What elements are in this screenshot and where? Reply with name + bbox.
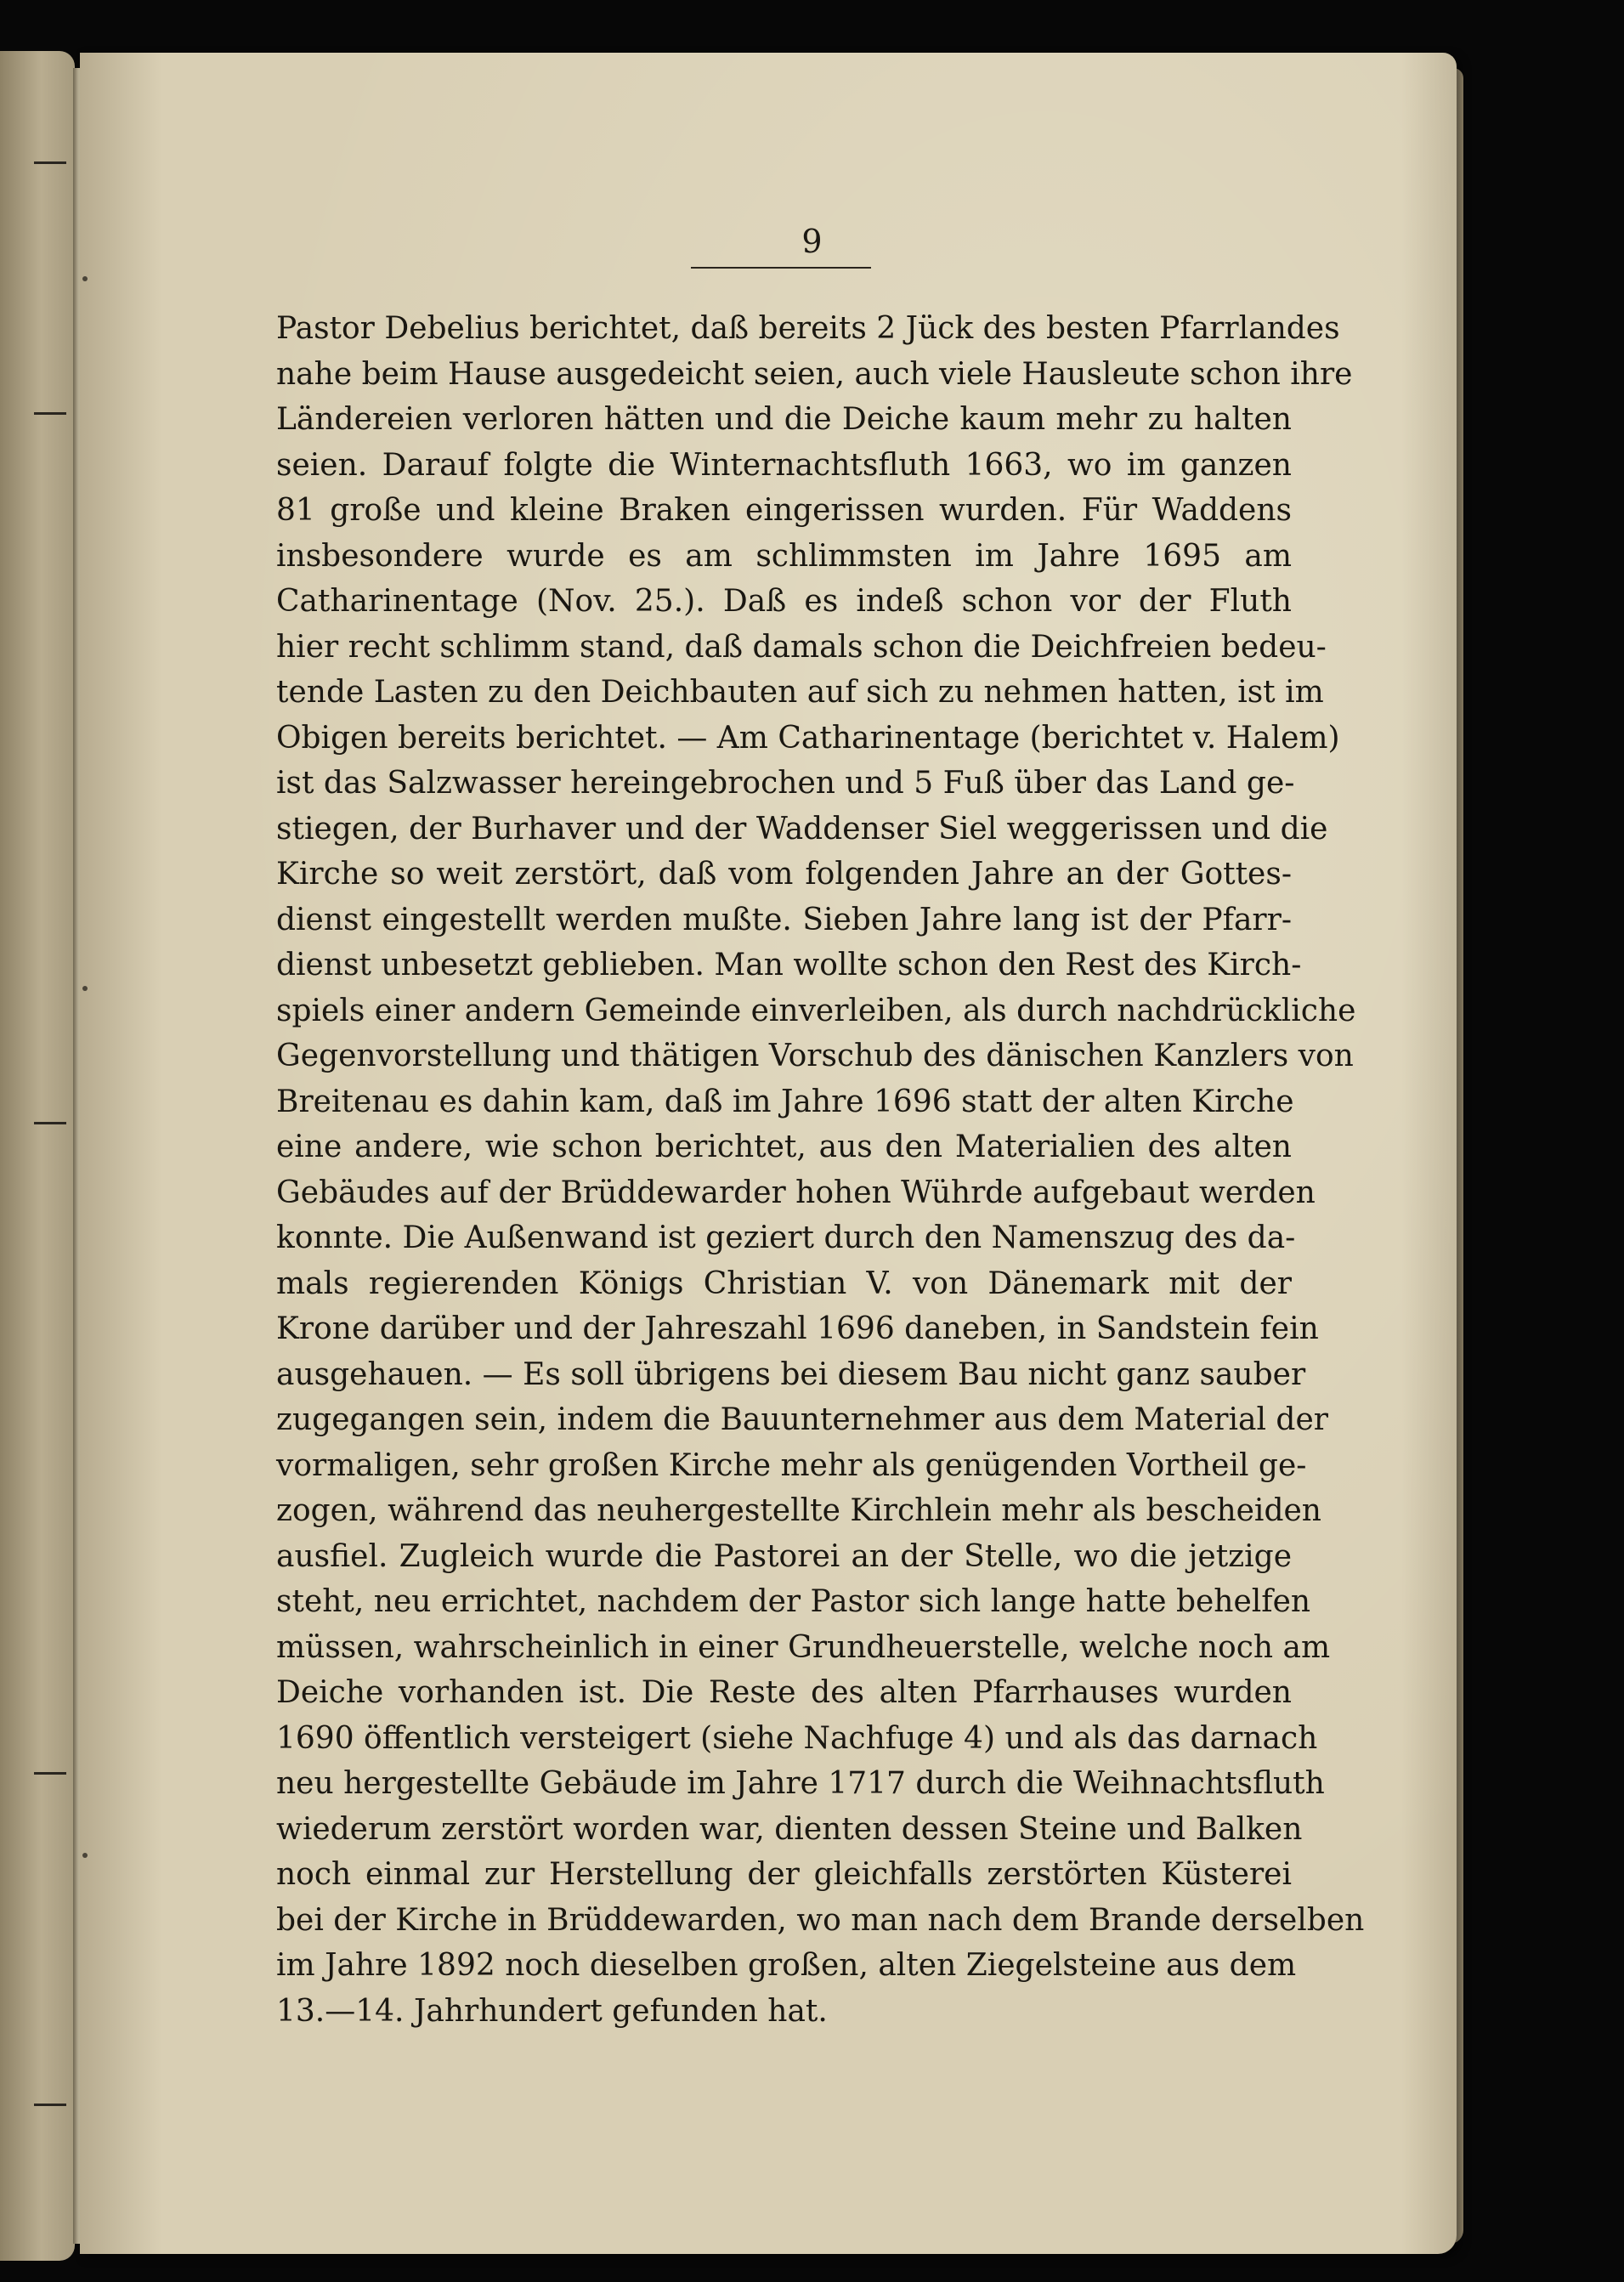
text-line: bei der Kirche in Brüddewarden, wo man nach dem Brande derselben [276, 1902, 1365, 1938]
text-line: mals regierenden Königs Christian V. von Dänemark mit der [276, 1266, 1292, 1301]
text-line: ausfiel. Zugleich wurde die Pastorei an der Stelle, wo die jetzige [276, 1538, 1292, 1574]
text-line: konnte. Die Außenwand ist geziert durch den Namenszug des da- [276, 1220, 1296, 1255]
binding-hole [82, 986, 88, 991]
body-text [276, 306, 1365, 2034]
text-line: 81 große und kleine Braken eingerissen wurden. Für Waddens [276, 493, 1292, 528]
text-line: Ländereien verloren hätten und die Deiche kaum mehr zu halten [276, 402, 1292, 437]
text-line: tende Lasten zu den Deichbauten auf sich zu nehmen hatten, ist im [276, 675, 1324, 710]
text-line: Kirche so weit zerstört, daß vom folgenden Jahre an der Gottes- [276, 857, 1292, 892]
text-line: Gegenvorstellung und thätigen Vorschub des dänischen Kanzlers von [276, 1039, 1354, 1073]
text-line: neu hergestellte Gebäude im Jahre 1717 durch die Weihnachtsfluth [276, 1766, 1325, 1801]
binding-mark [34, 412, 66, 415]
text-line: nahe beim Hause ausgedeicht seien, auch viele Hausleute schon ihre [276, 356, 1353, 392]
binding-hole [82, 276, 88, 281]
text-line: 1690 öffentlich versteigert (siehe Nachfuge 4) und als das darnach [276, 1720, 1318, 1756]
page-number-rule [691, 267, 871, 269]
text-line: dienst eingestellt werden mußte. Sieben Jahre lang ist der Pfarr- [276, 902, 1292, 937]
text-line: stiegen, der Burhaver und der Waddenser Siel weggerissen und die [276, 811, 1328, 847]
text-line: vormaligen, sehr großen Kirche mehr als genügenden Vortheil ge- [276, 1447, 1307, 1483]
text-line: müssen, wahrscheinlich in einer Grundheuerstelle, welche noch am [276, 1629, 1331, 1665]
text-line: seien. Darauf folgte die Winternachtsfluth 1663, wo im ganzen [276, 447, 1292, 483]
text-line: dienst unbesetzt geblieben. Man wollte schon den Rest des Kirch- [276, 948, 1302, 982]
binding-hole [82, 1853, 88, 1858]
text-line: spiels einer andern Gemeinde einverleiben, als durch nachdrückliche [276, 993, 1356, 1028]
text-line: Deiche vorhanden ist. Die Reste des alten Pfarrhauses wurden [276, 1675, 1292, 1710]
text-line: Breitenau es dahin kam, daß im Jahre 1696 statt der alten Kirche [276, 1084, 1294, 1119]
text-line: hier recht schlimm stand, daß damals schon die Deichfreien bedeu- [276, 629, 1327, 665]
text-line: im Jahre 1892 noch dieselben großen, alten Ziegelsteine aus dem [276, 1948, 1297, 1983]
left-page-edge [0, 51, 75, 2261]
text-line: Catharinentage (Nov. 25.). Daß es indeß schon vor der Fluth [276, 584, 1292, 619]
text-line: ausgehauen. — Es soll übrigens bei diesem Bau nicht ganz sauber [276, 1356, 1306, 1392]
text-line: Krone darüber und der Jahreszahl 1696 daneben, in Sandstein fein [276, 1311, 1319, 1346]
text-line: Pastor Debelius berichtet, daß bereits 2 Jück des besten Pfarrlandes [276, 311, 1340, 346]
text-line: steht, neu errichtet, nachdem der Pastor sich lange hatte behelfen [276, 1584, 1311, 1619]
page-number: 9 [801, 223, 823, 260]
binding-mark [34, 2104, 66, 2106]
text-line: Gebäudes auf der Brüddewarder hohen Wührde aufgebaut werden [276, 1175, 1316, 1210]
text-line: insbesondere wurde es am schlimmsten im Jahre 1695 am [276, 538, 1292, 574]
binding-mark [34, 161, 66, 164]
text-line: eine andere, wie schon berichtet, aus den Materialien des alten [276, 1130, 1292, 1164]
text-line: ist das Salzwasser hereingebrochen und 5 Fuß über das Land ge- [276, 766, 1295, 801]
text-line: wiederum zerstört worden war, dienten dessen Steine und Balken [276, 1811, 1303, 1847]
text-line: zogen, während das neuhergestellte Kirchlein mehr als bescheiden [276, 1493, 1321, 1528]
binding-mark [34, 1772, 66, 1775]
text-line: noch einmal zur Herstellung der gleichfalls zerstörten Küsterei [276, 1857, 1292, 1892]
text-line: Obigen bereits berichtet. — Am Catharinentage (berichtet v. Halem) [276, 720, 1340, 756]
binding-mark [34, 1122, 66, 1124]
text-line: zugegangen sein, indem die Bauunternehmer aus dem Material der [276, 1402, 1328, 1437]
text-line: 13.—14. Jahrhundert gefunden hat. [276, 1993, 828, 2029]
